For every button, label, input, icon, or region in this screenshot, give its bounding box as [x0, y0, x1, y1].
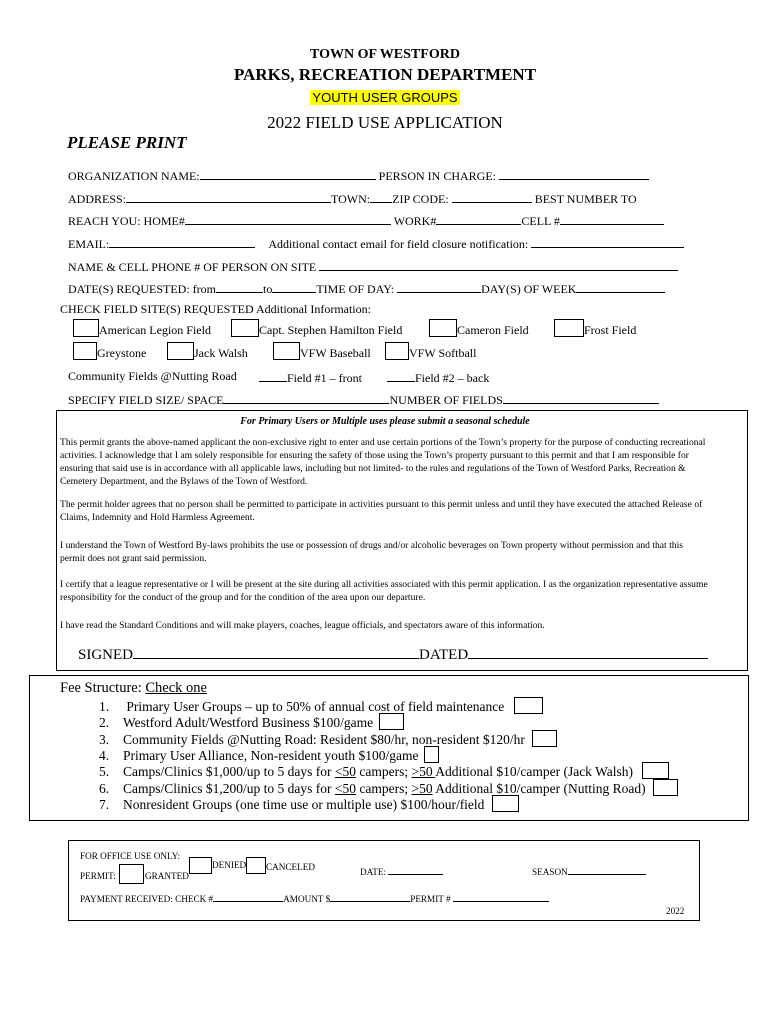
additional-email-field[interactable]: [531, 235, 684, 248]
capt-hamilton-checkbox[interactable]: [231, 319, 259, 337]
date-from-field[interactable]: [216, 280, 263, 293]
site-field-1[interactable]: [259, 369, 362, 386]
site-cameron[interactable]: [429, 319, 529, 338]
granted-label: GRANTED: [145, 871, 189, 881]
signed-label: SIGNED: [78, 647, 133, 663]
fee-item-text: Primary User Groups – up to 50% of annual cost of field maintenance: [126, 699, 505, 714]
vfw-softball-checkbox[interactable]: [385, 342, 409, 360]
address-row: [68, 190, 637, 207]
days-of-week-label: DAY(S) OF WEEK: [481, 282, 577, 296]
fee-item-2: [99, 713, 404, 731]
vfw-baseball-label: VFW Baseball: [300, 346, 371, 360]
granted-checkbox[interactable]: [119, 864, 144, 884]
fee-6-checkbox[interactable]: [653, 779, 678, 796]
fee-1-checkbox[interactable]: [514, 697, 543, 714]
fee-item-text: Additional $10/camper (Nutting Road): [432, 781, 646, 796]
greystone-checkbox[interactable]: [73, 342, 97, 360]
time-of-day-label: TIME OF DAY:: [316, 282, 395, 296]
form-title: 2022 FIELD USE APPLICATION: [267, 113, 503, 132]
fee-item-number: 5.: [99, 764, 110, 779]
town-field[interactable]: [370, 190, 392, 203]
signature-row: [78, 644, 708, 664]
denied-checkbox[interactable]: [189, 857, 212, 874]
best-number-label: BEST NUMBER TO: [534, 192, 637, 206]
field-1-label: Field #1 – front: [287, 371, 362, 385]
site-field-2[interactable]: [387, 369, 489, 386]
vfw-baseball-checkbox[interactable]: [273, 342, 300, 360]
terms-paragraph-1: This permit grants the above-named applicant the non-exclusive right to enter and use certain portions of the Town’s property for the purpose of conducting recreational activities. I acknowledge that I am solely responsible for ensuring the safety of those using the Town’s property pursuant to this permit and that I am responsible for ensuring that said use is in accordance with all applicable laws, including but not limited- to the rules and regulations of the Town of Westford Parks, Recreation & Cemetery Department, and the Bylaws of the Town of Westford.: [60, 437, 706, 487]
canceled-checkbox[interactable]: [246, 857, 266, 874]
fee-item-text: Additional $10/camper (Jack Walsh): [435, 764, 633, 779]
reach-row: [68, 212, 664, 229]
home-label: REACH YOU: HOME#: [68, 214, 185, 228]
dates-requested-label: DATE(S) REQUESTED: from: [68, 282, 216, 296]
department-name: PARKS, RECREATION DEPARTMENT: [233, 65, 537, 84]
cell-label: CELL #: [521, 214, 560, 228]
fee-item-under-50: <50: [334, 764, 356, 779]
site-frost[interactable]: [554, 319, 636, 338]
number-of-fields-field[interactable]: [503, 391, 659, 404]
number-of-fields-label: NUMBER OF FIELDS: [389, 393, 503, 407]
office-date-row: [360, 864, 443, 877]
site-jack-walsh[interactable]: [167, 342, 248, 361]
fee-4-checkbox[interactable]: [424, 746, 439, 763]
address-label: ADDRESS:: [68, 192, 127, 206]
field-2-label: Field #2 – back: [415, 371, 490, 385]
frost-checkbox[interactable]: [554, 319, 584, 337]
office-year: 2022: [666, 906, 685, 916]
fee-5-checkbox[interactable]: [642, 762, 669, 779]
community-fields-label: Community Fields @Nutting Road: [68, 369, 237, 383]
for-office-use-label: FOR OFFICE USE ONLY:: [80, 851, 181, 861]
please-print-label: PLEASE PRINT: [67, 133, 187, 152]
fee-item-under-50: <50: [334, 781, 356, 796]
jack-walsh-checkbox[interactable]: [167, 342, 194, 360]
fee-7-checkbox[interactable]: [492, 795, 519, 812]
person-in-charge-field[interactable]: [499, 167, 649, 180]
date-to-field[interactable]: [272, 280, 316, 293]
check-one-label: Check one: [145, 680, 207, 696]
site-vfw-softball[interactable]: [385, 342, 476, 361]
fee-item-5: [99, 762, 669, 780]
fee-item-7: [99, 795, 519, 813]
home-phone-field[interactable]: [185, 212, 391, 225]
fee-item-number: 6.: [99, 781, 110, 796]
fee-item-number: 1.: [99, 699, 110, 714]
office-date-label: DATE:: [360, 867, 387, 877]
organization-label: ORGANIZATION NAME:: [68, 169, 200, 183]
fee-item-text: Camps/Clinics $1,000/up to 5 days for: [123, 764, 335, 779]
email-field[interactable]: [109, 235, 255, 248]
fee-item-number: 7.: [99, 797, 110, 812]
amount-field[interactable]: [330, 891, 410, 902]
fee-item-text: campers;: [356, 764, 412, 779]
work-label: WORK#: [393, 214, 437, 228]
site-american-legion[interactable]: [73, 319, 211, 338]
site-capt-hamilton[interactable]: [231, 319, 402, 338]
fee-2-checkbox[interactable]: [379, 713, 404, 730]
work-phone-field[interactable]: [436, 212, 521, 225]
onsite-contact-field[interactable]: [319, 258, 678, 271]
specify-row: [68, 391, 659, 408]
check-field-heading: CHECK FIELD SITE(S) REQUESTED Additional Information:: [60, 302, 371, 316]
organization-row: [68, 167, 649, 184]
fee-structure-heading: Fee Structure:: [60, 680, 142, 696]
american-legion-checkbox[interactable]: [73, 319, 99, 337]
cameron-label: Cameron Field: [457, 323, 529, 337]
fee-3-checkbox[interactable]: [532, 730, 557, 747]
email-label: EMAIL:: [68, 237, 110, 251]
specify-size-field[interactable]: [223, 391, 389, 404]
office-date-field[interactable]: [388, 864, 443, 875]
check-number-field[interactable]: [213, 891, 283, 902]
terms-paragraph-2: The permit holder agrees that no person shall be permitted to participate in activities pursuant to this permit unless and until they have executed the attached Release of Claims, Indemnity and Hold Harmless Agreement.: [60, 499, 703, 523]
site-greystone[interactable]: [73, 342, 146, 361]
organization-name-field[interactable]: [200, 167, 376, 180]
cell-phone-field[interactable]: [560, 212, 664, 225]
fee-item-text: Westford Adult/Westford Business $100/game: [123, 715, 374, 730]
person-in-charge-label: PERSON IN CHARGE:: [378, 169, 497, 183]
permit-number-field[interactable]: [453, 891, 549, 902]
fee-item-text: Nonresident Groups (one time use or multiple use) $100/hour/field: [123, 797, 485, 812]
capt-hamilton-label: Capt. Stephen Hamilton Field: [259, 323, 403, 337]
seasonal-schedule-note: For Primary Users or Multiple uses please submit a seasonal schedule: [240, 416, 530, 427]
permit-number-label: PERMIT #: [410, 894, 451, 904]
address-field[interactable]: [126, 190, 331, 203]
permit-label: PERMIT:: [80, 871, 116, 881]
terms-paragraph-5: I have read the Standard Conditions and will make players, coaches, league officials, and spectators aware of this information.: [60, 620, 545, 631]
payment-row: [80, 891, 549, 904]
zip-field[interactable]: [452, 190, 532, 203]
days-of-week-field[interactable]: [576, 280, 665, 293]
jack-walsh-label: Jack Walsh: [194, 346, 248, 360]
fee-item-text: Community Fields @Nutting Road: Resident $80/hr, non-resident $120/hr: [123, 732, 525, 747]
town-label: TOWN:: [331, 192, 371, 206]
cameron-checkbox[interactable]: [429, 319, 457, 337]
denied-label: DENIED: [212, 860, 247, 870]
fee-item-number: 4.: [99, 748, 110, 763]
fee-item-text: Primary User Alliance, Non-resident youth $100/game: [123, 748, 419, 763]
fee-item-text: campers;: [356, 781, 412, 796]
season-label: SEASON: [532, 867, 568, 877]
onsite-contact-label: NAME & CELL PHONE # OF PERSON ON SITE: [68, 260, 317, 274]
site-vfw-baseball[interactable]: [273, 342, 371, 361]
dated-label: DATED: [419, 647, 469, 663]
dates-row: [68, 280, 665, 297]
fee-heading-row: [60, 680, 207, 697]
fee-item-number: 3.: [99, 732, 110, 747]
payment-check-label: PAYMENT RECEIVED: CHECK #: [80, 894, 214, 904]
fee-item-text: Camps/Clinics $1,200/up to 5 days for: [123, 781, 335, 796]
to-label: to: [262, 282, 273, 296]
season-field[interactable]: [568, 864, 646, 875]
field-2-checkbox[interactable]: [387, 369, 415, 382]
town-name: TOWN OF WESTFORD: [310, 47, 460, 62]
vfw-softball-label: VFW Softball: [409, 346, 477, 360]
fee-item-over-50: >50: [411, 781, 433, 796]
user-group-highlight: YOUTH USER GROUPS: [312, 90, 458, 105]
additional-email-label: Additional contact email for field closure notification:: [268, 237, 529, 251]
canceled-label: CANCELED: [266, 862, 315, 872]
fee-item-over-50: >50: [411, 764, 436, 779]
signature-date-field[interactable]: [468, 644, 708, 659]
zip-label: ZIP CODE:: [392, 192, 449, 206]
amount-label: AMOUNT $: [283, 894, 331, 904]
frost-label: Frost Field: [584, 323, 637, 337]
american-legion-label: American Legion Field: [99, 323, 211, 337]
onsite-row: [68, 258, 678, 275]
specify-size-label: SPECIFY FIELD SIZE/ SPACE: [68, 393, 224, 407]
terms-paragraph-3: I understand the Town of Westford By-laws prohibits the use or possession of drugs and/or alcoholic beverages on Town property without permission and that this permit does not grant said permission.: [60, 540, 683, 564]
greystone-label: Greystone: [97, 346, 147, 360]
fee-item-number: 2.: [99, 715, 110, 730]
field-1-checkbox[interactable]: [259, 369, 287, 382]
season-row: [532, 864, 646, 877]
user-group-line: [0, 89, 770, 107]
terms-paragraph-4: I certify that a league representative or I will be present at the site during all activities associated with this permit application. I as the organization representative assume responsibility for the conduct of the group and for the condition of the area upon our departure.: [60, 579, 708, 603]
email-row: [68, 235, 684, 252]
time-of-day-field[interactable]: [397, 280, 481, 293]
signature-field[interactable]: [133, 644, 419, 659]
